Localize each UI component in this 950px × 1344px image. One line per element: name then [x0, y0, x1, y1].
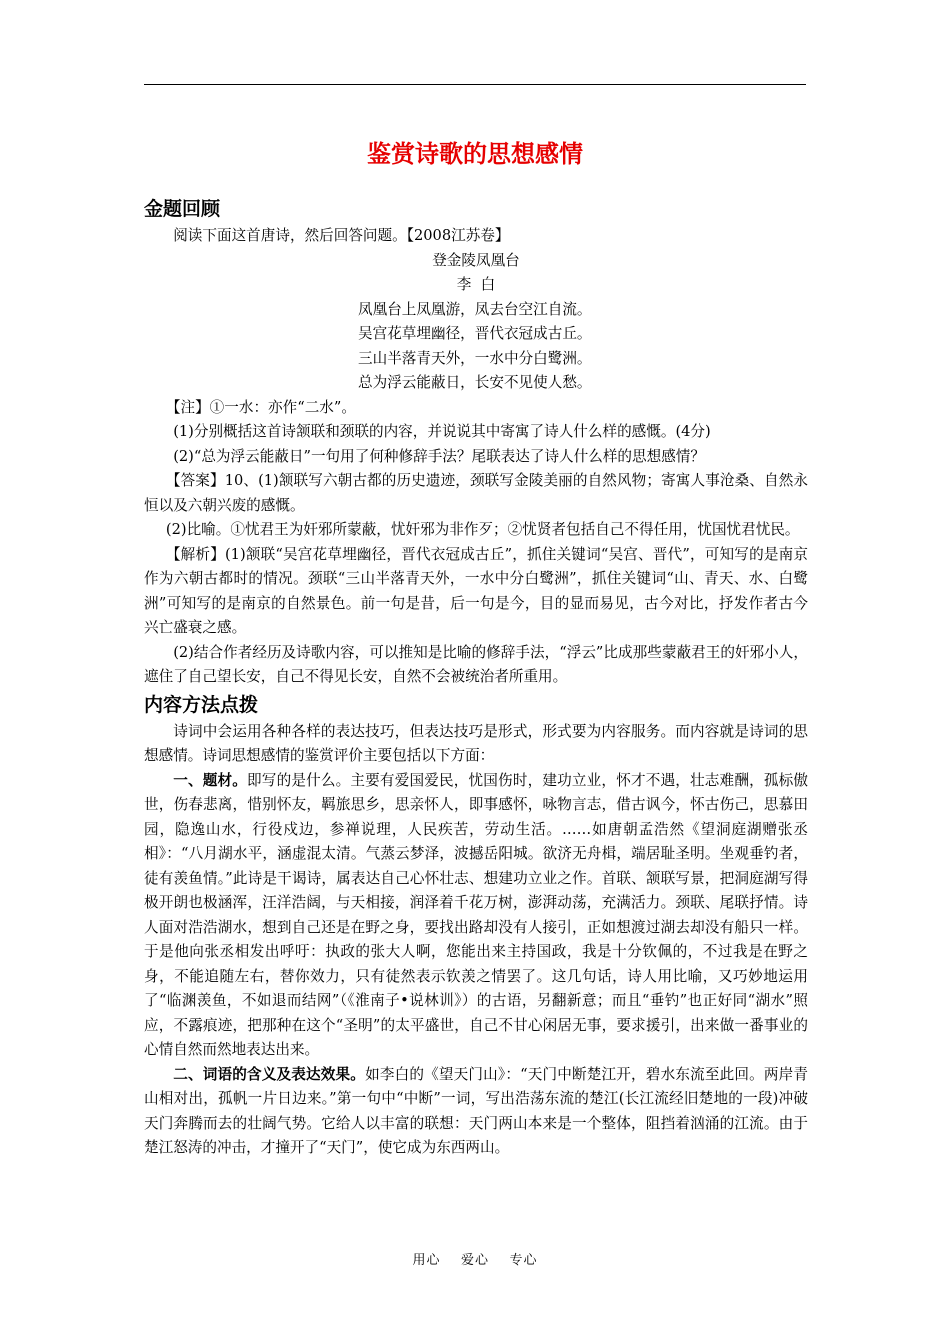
- poem-title: 登金陵凤凰台: [432, 251, 520, 269]
- method-item-subject-label: 一、题材。: [173, 771, 248, 789]
- question-2: (2)“总为浮云能蔽日”一句用了何种修辞手法？尾联表达了诗人什么样的思想感情？: [173, 447, 705, 465]
- document-body: [144, 194, 808, 1161]
- method-item-words-label: 二、词语的含义及表达效果。: [173, 1065, 366, 1083]
- page-footer: 用心 爱心 专心: [412, 1253, 538, 1268]
- poem-line: 三山半落青天外，一水中分白鹭洲。: [358, 349, 592, 367]
- question-1: (1)分别概括这首诗颔联和颈联的内容，并说说其中寄寓了诗人什么样的感慨。(4分): [173, 423, 711, 440]
- method-item-words-text: 如李白的《望天门山》：“天门中断楚江开，碧水东流至此回。两岸青山相对出，孤帆一片日边来。”第一句中“中断”一词，写出浩荡东流的楚江(长江流经旧楚地的一段)冲破天门奔腾而去的壮阔气势。它给人以丰富的联想：天门两山本来是一个整体，阻挡着汹涌的江流。由于楚江怒涛的冲击，才撞开了“天门”，使它成为东西两山。: [144, 1065, 808, 1156]
- section-heading-review: 金题回顾: [144, 198, 221, 220]
- page-title: 鉴赏诗歌的思想感情: [367, 140, 583, 168]
- method-item-words: [144, 1063, 808, 1161]
- poem-line: 吴宫花草埋幽径，晋代衣冠成古丘。: [358, 325, 592, 342]
- poem-line: 总为浮云能蔽日，长安不见使人愁。: [358, 374, 592, 391]
- question-intro: 阅读下面这首唐诗，然后回答问题。【2008江苏卷】: [173, 227, 510, 244]
- header-rule: [144, 84, 806, 85]
- analysis-part-1: 【解析】(1)颔联“吴宫花草埋幽径，晋代衣冠成古丘”，抓住关键词“吴宫、晋代”，可知写的是南京作为六朝古都时的情况。颈联“三山半落青天外，一水中分白鹭洲”，抓住关键词“山、青天、水、白鹭洲”可知写的是南京的自然景色。前一句是昔，后一句是今，目的显而易见，古今对比，抒发作者古今兴亡盛衰之感。: [144, 545, 808, 636]
- poem-note: 【注】①一水：亦作“二水”。: [165, 398, 356, 416]
- poem-line: 凤凰台上凤凰游，凤去台空江自流。: [358, 300, 592, 318]
- analysis-part-2: (2)结合作者经历及诗歌内容，可以推知是比喻的修辞手法，“浮云”比成那些蒙蔽君王的奸邪小人，遮住了自己望长安，自己不得见长安，自然不会被统治者所重用。: [144, 643, 808, 685]
- method-item-subject-text: 即写的是什么。主要有爱国爱民，忧国伤时，建功立业，怀才不遇，壮志难酬，孤标傲世，伤春悲离，惜别怀友，羁旅思乡，思亲怀人，即事感怀，咏物言志，借古讽今，怀古伤己，思慕田园，隐逸山水，行役戍边，参禅说理，人民疾苦，劳动生活。……如唐朝孟浩然《望洞庭湖赠张丞相》：“八月湖水平，涵虚混太清。气蒸云梦泽，波撼岳阳城。欲济无舟楫，端居耻圣明。坐观垂钓者，徒有羡鱼情。”此诗是干谒诗，属表达自己心怀壮志、想建功立业之作。首联、颔联写景，把洞庭湖写得极开朗也极涵浑，汪洋浩阔，与天相接，润泽着千花万树，澎湃动荡，充满活力。颈联、尾联抒情。诗人面对浩浩湖水，想到自己还是在野之身，要找出路却没有人接引，正如想渡过湖去却没有船只一样。于是他向张丞相发出呼吁：执政的张大人啊，您能出来主持国政，我是十分钦佩的，不过我是在野之身，不能追随左右，替你效力，只有徒然表示钦羡之情罢了。这几句话，诗人用比喻，又巧妙地运用了“临渊羡鱼，不如退而结网”（《淮南子•说林训》）的古语，另翻新意；而且“垂钓”也正好同“湖水”照应，不露痕迹，把那种在这个“圣明”的太平盛世，自己不甘心闲居无事，要求援引，出来做一番事业的心情自然而然地表达出来。: [144, 771, 808, 1058]
- method-intro: 诗词中会运用各种各样的表达技巧，但表达技巧是形式，形式要为内容服务。而内容就是诗词的思想感情。诗词思想感情的鉴赏评价主要包括以下方面：: [144, 722, 808, 764]
- poem-author: 李 白: [456, 276, 496, 293]
- method-item-subject: [144, 769, 808, 1063]
- answer-part-1: 【答案】10、(1)颔联写六朝古都的历史遗迹，颈联写金陵美丽的自然风物；寄寓人事沧桑、自然永恒以及六朝兴废的感慨。: [144, 472, 808, 514]
- answer-part-2: (2)比喻。①忧君王为奸邪所蒙蔽，忧奸邪为非作歹；②忧贤者包括自己不得任用，忧国忧君忧民。: [165, 521, 800, 538]
- section-heading-method: 内容方法点拨: [144, 693, 259, 716]
